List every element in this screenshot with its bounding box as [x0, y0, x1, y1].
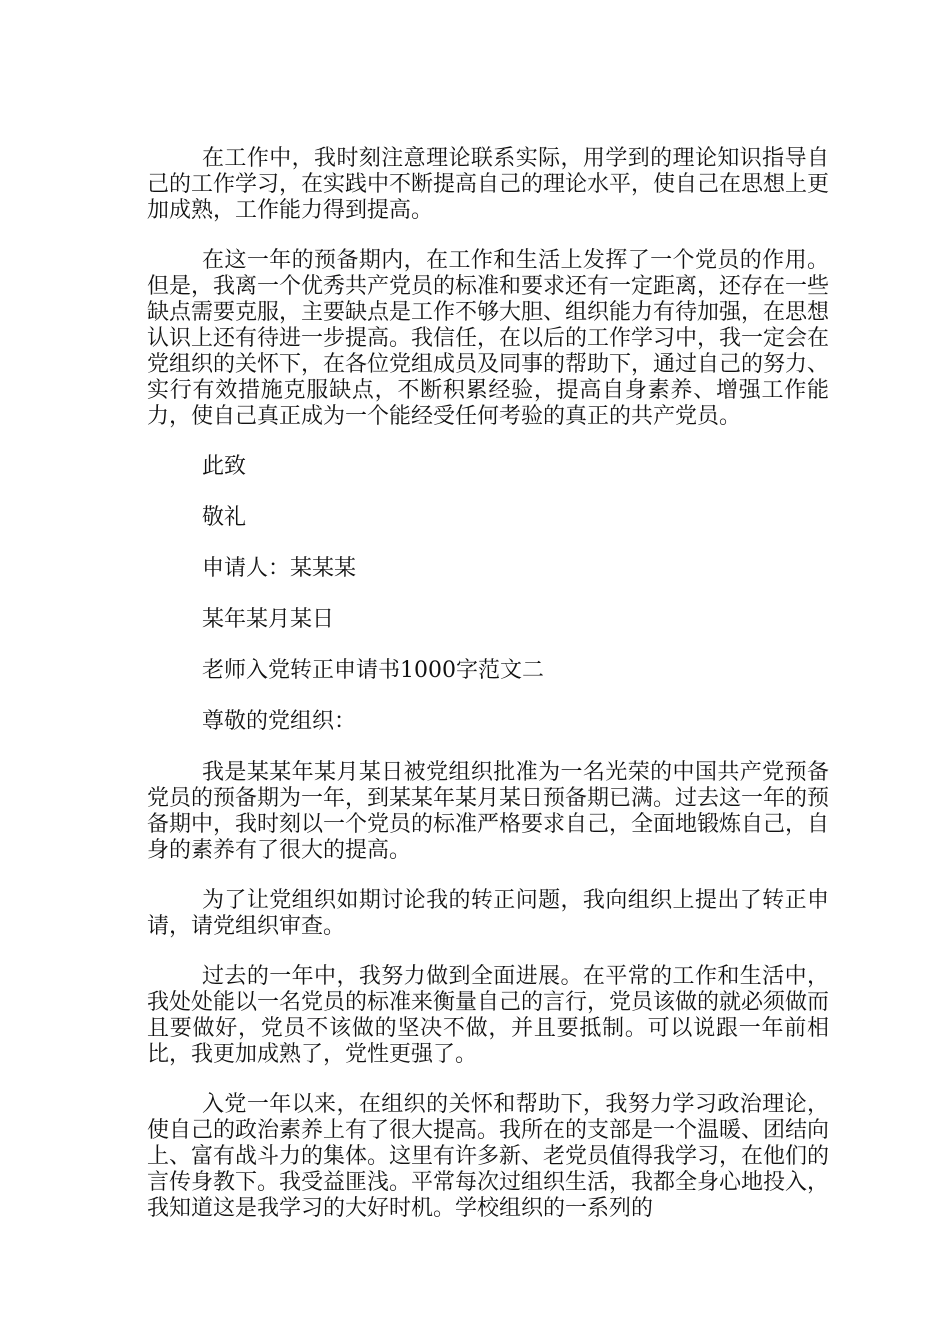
paragraph-progress: 过去的一年中，我努力做到全面进展。在平常的工作和生活中，我处处能以一名党员的标准来衡量自己的言行，党员该做的就必须做而且要做好，党员不该做的坚决不做，并且要抵制。可以说跟一年前相比，我更加成熟了，党性更强了。	[147, 964, 830, 1067]
paragraph-probation-start: 我是某某年某月某日被党组织批准为一名光荣的中国共产党预备党员的预备期为一年，到某某年某月某日预备期已满。过去这一年的预备期中，我时刻以一个党员的标准严格要求自己，全面地锻炼自己，自身的素养有了很大的提高。	[147, 760, 830, 863]
paragraph-probation-summary: 在这一年的预备期内，在工作和生活上发挥了一个党员的作用。但是，我离一个优秀共产党员的标准和要求还有一定距离，还存在一些缺点需要克服，主要缺点是工作不够大胆、组织能力有待加强，在思想认识上还有待进一步提高。我信任，在以后的工作学习中，我一定会在党组织的关怀下，在各位党组成员及同事的帮助下，通过自己的努力、实行有效措施克服缺点，不断积累经验，提高自身素养、增强工作能力，使自己真正成为一个能经受任何考验的真正的共产党员。	[147, 248, 830, 429]
closing-regards: 敬礼	[202, 505, 247, 530]
paragraph-request: 为了让党组织如期讨论我的转正问题，我向组织上提出了转正申请，请党组织审查。	[147, 888, 829, 939]
application-date: 某年某月某日	[202, 607, 335, 632]
closing-salutation: 此致	[202, 454, 247, 479]
paragraph-theory-practice: 在工作中，我时刻注意理论联系实际，用学到的理论知识指导自己的工作学习，在实践中不断提高自己的理论水平，使自己在思想上更加成熟，工作能力得到提高。	[147, 146, 830, 223]
greeting: 尊敬的党组织：	[202, 709, 357, 734]
applicant-signature: 申请人：某某某	[202, 556, 357, 581]
sample-two-title: 老师入党转正申请书1000字范文二	[202, 658, 544, 683]
paragraph-political-study: 入党一年以来，在组织的关怀和帮助下，我努力学习政治理论，使自己的政治素养上有了很大提高。我所在的支部是一个温暖、团结向上、富有战斗力的集体。这里有许多新、老党员值得我学习，在他们的言传身教下。我受益匪浅。平常每次过组织生活，我都全身心地投入，我知道这是我学习的大好时机。学校组织的一系列的	[147, 1092, 830, 1221]
document-body	[147, 146, 829, 1246]
